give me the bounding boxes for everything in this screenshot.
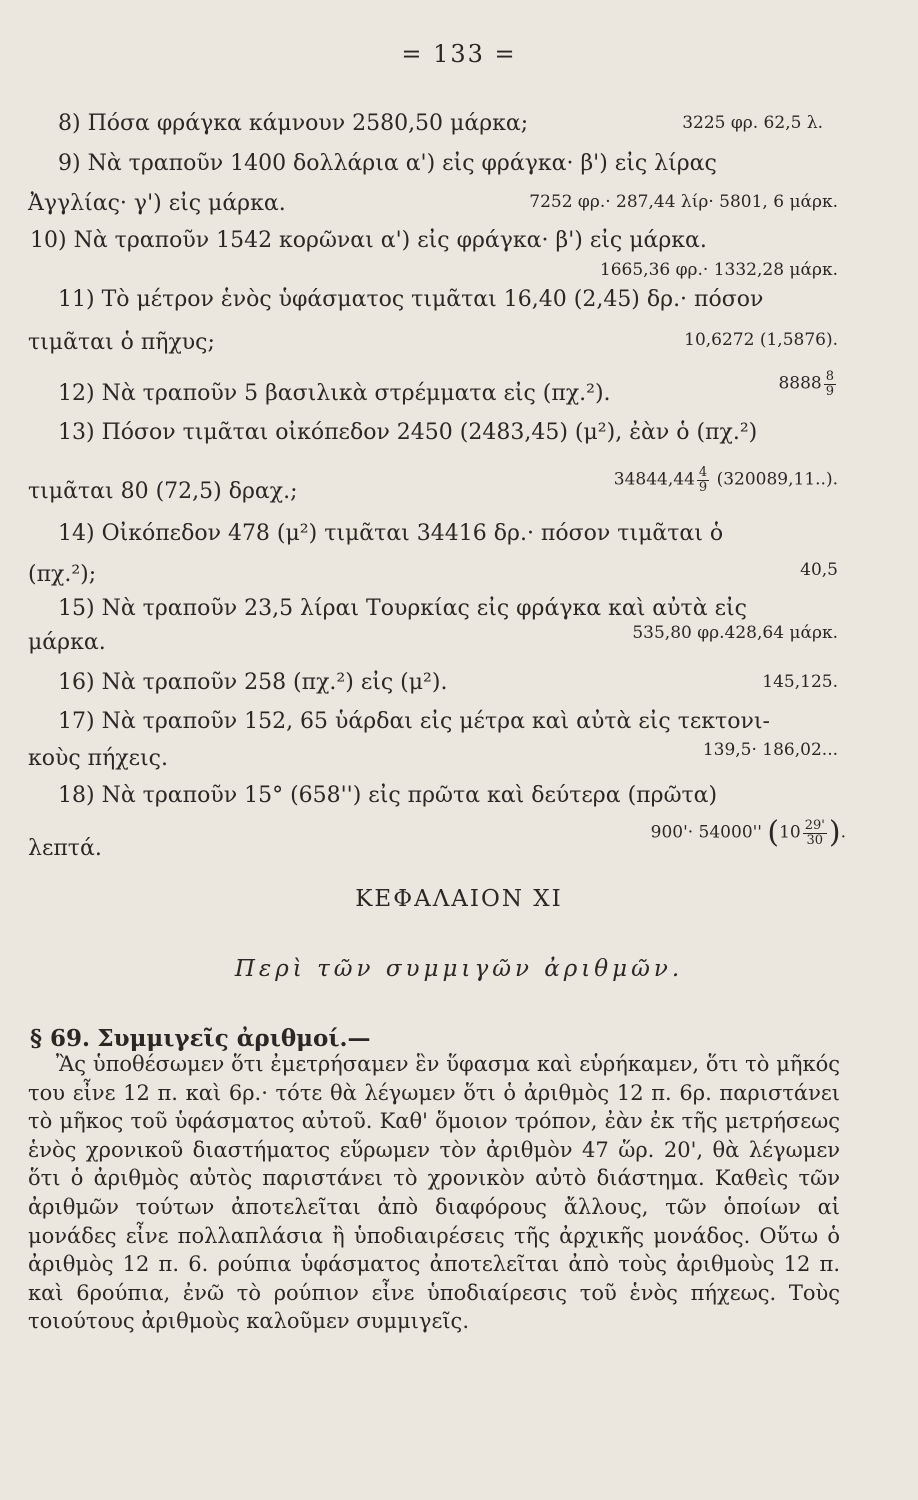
problem-18-answer-fraction (803, 819, 827, 847)
fraction-numerator: 4 (698, 465, 708, 480)
fraction-denominator: 9 (698, 479, 708, 495)
problem-14-text-cont: (πχ.²); (28, 562, 97, 587)
problem-15-answer: 535,80 φρ.428,64 μάρκ. (632, 623, 838, 643)
problem-12-answer-fraction (824, 370, 836, 398)
problem-17-text: 17) Νὰ τραποῦν 152, 65 ὑάρδαι εἰς μέτρα καὶ αὐτὰ εἰς τεκτονι- (58, 709, 770, 734)
problem-14-text: 14) Οἰκόπεδον 478 (μ²) τιμᾶται 34416 δρ.· πόσον τιμᾶται ὁ (58, 521, 724, 546)
body-paragraph (28, 1050, 840, 1336)
problem-12-text: 12) Νὰ τραποῦν 5 βασιλικὰ στρέμματα εἰς (πχ.²). (58, 381, 611, 406)
problem-18-text: 18) Νὰ τραποῦν 15° (658'') εἰς πρῶτα καὶ δεύτερα (πρῶτα) (58, 783, 718, 808)
section-title: Συμμιγεῖς ἀριθμοί.— (97, 1025, 371, 1052)
problem-15-text-cont: μάρκα. (28, 630, 106, 655)
problem-11-text-cont: τιμᾶται ὁ πῆχυς; (28, 330, 215, 355)
problem-9-text-cont: Ἀγγλίας· γ') εἰς μάρκα. (28, 191, 286, 216)
problem-17-answer: 139,5· 186,02... (702, 740, 838, 760)
problem-15-text: 15) Νὰ τραποῦν 23,5 λίραι Τουρκίας εἰς φράγκα καὶ αὐτὰ εἰς (58, 596, 747, 621)
problem-11-answer: 10,6272 (1,5876). (684, 330, 838, 350)
problem-17-text-cont: κοὺς πήχεις. (28, 746, 168, 771)
problem-18-answer: 900'· 54000'' (10 $\frac{29'}{30}$ ). (650, 815, 846, 850)
problem-18-answer-mixed-whole: 10 (779, 822, 801, 843)
problem-13-text-cont: τιμᾶται 80 (72,5) δραχ.; (28, 479, 298, 504)
problem-8-answer: 3225 φρ. 62,5 λ. (682, 113, 823, 133)
problem-10-answer: 1665,36 φρ.· 1332,28 μάρκ. (599, 260, 838, 280)
problem-11-text: 11) Τὸ μέτρον ἑνὸς ὑφάσματος τιμᾶται 16,40 (2,45) δρ.· πόσον (58, 287, 764, 312)
problem-13-answer (614, 466, 838, 494)
problem-8-text: 8) Πόσα φράγκα κάμνουν 2580,50 μάρκα; (58, 111, 529, 136)
problem-13-answer-fraction (697, 466, 709, 494)
fraction-denominator: 9 (825, 383, 834, 399)
fraction-numerator: 8 (825, 369, 834, 384)
problem-13-answer-whole: 34844,44 (613, 469, 695, 490)
chapter-subtitle: Περὶ τῶν συμμιγῶν ἀριθμῶν. (234, 956, 684, 982)
problem-16-answer: 145,125. (762, 672, 838, 692)
paren-open: ( (767, 815, 780, 850)
problem-13-answer-tail: (320089,11..). (716, 469, 838, 490)
chapter-title: ΚΕΦΑΛΑΙΟΝ ΧΙ (355, 886, 563, 912)
paragraph-text: Ἂς ὑποθέσωμεν ὅτι ἐμετρήσαμεν ἓν ὕφασμα καὶ εὑρήκαμεν, ὅτι τὸ μῆκός του εἶνε 12 π. καὶ 6ρ.· τότε θὰ λέγωμεν ὅτι ὁ ἀριθμὸς 12 π. 6ρ. παριστάνει τὸ μῆκος τοῦ ὑφάσματος αὐτοῦ. Καθ' ὅμοιον τρόπον, ἐὰν ἐκ τῆς μετρήσεως ἑνὸς χρονικοῦ διαστήματος εὕρωμεν τὸν ἀριθμὸν 47 ὥρ. 20', θὰ λέγωμεν ὅτι ὁ ἀριθμὸς αὐτὸς παριστάνει τὸ χρονικὸν αὐτὸ διάστημα. Καθεὶς τῶν ἀριθμῶν τούτων ἀποτελεῖται ἀπὸ διαφόρους ἄλλους, τῶν ὁποίων αἱ μονάδες εἶνε πολλαπλάσια ἢ ὑποδιαιρέσεις τῆς ἀρχικῆς μονάδος. Οὕτω ὁ ἀριθμὸς 12 π. 6. ρούπια ὑφάσματος ἀποτελεῖται ἀπὸ τοὺς ἀριθμοὺς 12 π. καὶ 6ρούπια, ἐνῶ τὸ ρούπιον εἶνε ὑποδιαίρεσις τοῦ ἑνὸς πήχεως. Τοὺς τοιούτους ἀριθμοὺς καλοῦμεν συμμιγεῖς. (28, 1052, 840, 1334)
problem-12-answer (778, 370, 838, 398)
problem-18-text-cont: λεπτά. (28, 836, 102, 861)
problem-9-text: 9) Νὰ τραποῦν 1400 δολλάρια α') εἰς φράγκα· β') εἰς λίρας (58, 151, 717, 176)
section-heading (30, 1025, 370, 1052)
problem-10-text: 10) Νὰ τραποῦν 1542 κορῶναι α') εἰς φράγκα· β') εἰς μάρκα. (30, 228, 707, 253)
page-number: = 133 = (401, 40, 517, 68)
problem-18-answer-main: 900'· 54000'' (650, 822, 762, 843)
problem-13-text: 13) Πόσον τιμᾶται οἰκόπεδον 2450 (2483,45) (μ²), ἐὰν ὁ (πχ.²) (58, 420, 758, 445)
problem-16-text: 16) Νὰ τραποῦν 258 (πχ.²) εἰς (μ²). (58, 670, 448, 695)
fraction-numerator: 29' (804, 817, 825, 833)
fraction-denominator: 30 (806, 832, 824, 848)
problem-12-answer-whole: 8888 (778, 373, 822, 394)
problem-14-answer: 40,5 (800, 560, 838, 580)
paren-close: ) (828, 815, 841, 850)
problem-9-answer: 7252 φρ.· 287,44 λίρ· 5801, 6 μάρκ. (529, 192, 838, 212)
section-number: § 69. (30, 1025, 91, 1052)
